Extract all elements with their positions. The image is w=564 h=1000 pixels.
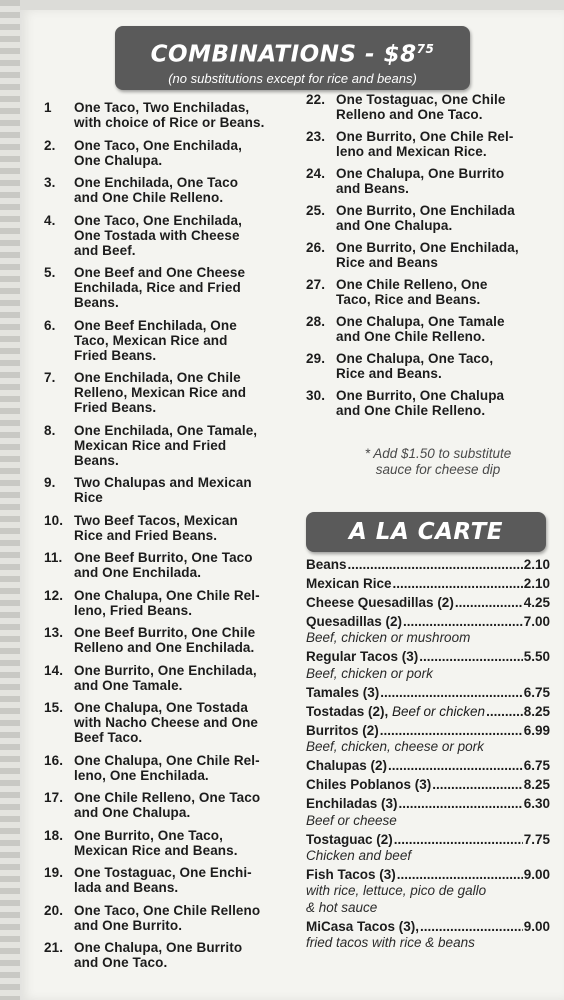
combination-number: 6. xyxy=(44,317,56,333)
item-name: Tamales (3) xyxy=(306,684,380,700)
combination-description: One Chile Relleno, One Taco, Rice and Beans. xyxy=(336,277,488,307)
combination-item xyxy=(44,588,304,618)
combination-description: One Tostaguac, One Chile Relleno and One Taco. xyxy=(336,92,506,122)
combination-description: One Chalupa, One Taco, Rice and Beans. xyxy=(336,351,494,381)
item-price: 7.00 xyxy=(523,614,550,629)
a-la-carte-item xyxy=(306,832,550,865)
combination-item xyxy=(306,277,556,307)
item-description: fried tacos with rice & beans xyxy=(306,935,475,951)
a-la-carte-item xyxy=(306,704,550,720)
combination-number: 20. xyxy=(44,902,64,918)
item-price: 2.10 xyxy=(523,557,550,572)
combination-number: 2. xyxy=(44,137,56,153)
leader-dots xyxy=(403,614,523,630)
combination-item xyxy=(44,550,304,580)
combination-description: One Taco, Two Enchiladas, with choice of Rice or Beans. xyxy=(74,100,265,130)
combination-number: 30. xyxy=(306,388,326,403)
leader-dots xyxy=(399,796,523,812)
item-description: Beef or cheese xyxy=(306,812,397,828)
combinations-price-cents: 75 xyxy=(416,42,435,56)
item-price: 8.25 xyxy=(523,703,550,719)
item-price: 6.30 xyxy=(523,796,550,812)
item-name: Chalupas (2) xyxy=(306,758,388,774)
combination-number: 1 xyxy=(44,100,52,115)
combination-item xyxy=(44,865,304,895)
combination-item xyxy=(44,100,304,130)
combinations-list-right xyxy=(306,92,556,425)
combination-description: One Burrito, One Enchilada, Rice and Beans xyxy=(336,240,519,270)
leader-dots xyxy=(397,867,523,883)
combination-description: One Beef and One Cheese Enchilada, Rice and Fried Beans. xyxy=(74,265,246,310)
leader-dots xyxy=(380,685,522,701)
combination-number: 27. xyxy=(306,277,326,292)
combination-description: One Taco, One Chile Relleno and One Burrito. xyxy=(74,902,261,933)
combination-description: One Burrito, One Chalupa and One Chile Relleno. xyxy=(336,388,505,418)
a-la-carte-item xyxy=(306,576,550,592)
combination-description: One Beef Burrito, One Taco and One Enchilada. xyxy=(74,550,253,580)
item-price: 8.25 xyxy=(523,777,550,793)
leader-dots xyxy=(394,832,523,848)
combination-item xyxy=(44,753,304,783)
item-name: Mexican Rice xyxy=(306,576,392,591)
combination-description: One Tostaguac, One Enchi- lada and Beans. xyxy=(74,865,252,895)
combination-item xyxy=(44,663,304,693)
combination-number: 16. xyxy=(44,752,64,768)
leader-dots xyxy=(420,919,523,935)
combination-item xyxy=(306,129,556,159)
combination-description: One Burrito, One Taco, Mexican Rice and Beans. xyxy=(74,827,238,858)
combination-number: 17. xyxy=(44,790,64,805)
combination-item xyxy=(44,370,304,415)
item-name: Tostaguac (2) xyxy=(306,831,393,847)
combinations-list-left xyxy=(44,100,304,978)
combination-number: 28. xyxy=(306,314,326,329)
item-name: Tostadas (2), xyxy=(306,703,389,719)
combination-description: Two Beef Tacos, Mexican Rice and Fried Beans. xyxy=(74,512,238,543)
combination-item xyxy=(44,940,304,970)
a-la-carte-item xyxy=(306,685,550,701)
combination-description: One Enchilada, One Tamale, Mexican Rice and Fried Beans. xyxy=(74,422,258,468)
combination-number: 26. xyxy=(306,240,326,255)
combination-number: 23. xyxy=(306,129,326,144)
substitution-note: * Add $1.50 to substitute sauce for cheese dip xyxy=(364,446,512,477)
combination-description: One Beef Enchilada, One Taco, Mexican Rice and Fried Beans. xyxy=(74,317,237,363)
item-price: 6.75 xyxy=(523,758,550,774)
combination-item xyxy=(44,423,304,468)
item-price: 9.00 xyxy=(523,867,550,883)
item-price: 6.99 xyxy=(523,722,550,738)
item-description: with rice, lettuce, pico de gallo & hot sauce xyxy=(306,883,487,915)
a-la-carte-item xyxy=(306,919,550,952)
item-description: Beef, chicken or pork xyxy=(306,665,433,681)
combination-item xyxy=(44,265,304,310)
combination-description: One Enchilada, One Taco and One Chile Relleno. xyxy=(74,175,239,205)
combination-number: 10. xyxy=(44,512,64,528)
item-name: Cheese Quesadillas (2) xyxy=(306,595,454,610)
item-description: Beef, chicken, cheese or pork xyxy=(306,739,484,755)
item-price: 6.75 xyxy=(523,684,550,700)
combination-number: 14. xyxy=(44,662,64,678)
combination-item xyxy=(306,314,556,344)
item-description: Chicken and beef xyxy=(306,848,412,864)
combination-description: One Burrito, One Enchilada, and One Tamale. xyxy=(74,662,257,693)
item-price: 7.75 xyxy=(523,831,550,847)
item-name: Beans xyxy=(306,557,347,572)
combination-description: One Chalupa, One Chile Rel- leno, Fried Beans. xyxy=(74,587,260,618)
combination-number: 24. xyxy=(306,166,326,181)
combination-item xyxy=(44,903,304,933)
a-la-carte-item xyxy=(306,867,550,916)
combination-description: One Chalupa, One Burrito and One Taco. xyxy=(74,940,243,970)
combination-number: 7. xyxy=(44,370,56,385)
leader-dots xyxy=(486,704,523,720)
combination-number: 12. xyxy=(44,587,64,603)
combination-description: Two Chalupas and Mexican Rice xyxy=(74,475,252,505)
combination-number: 19. xyxy=(44,865,64,880)
combination-number: 3. xyxy=(44,175,56,190)
combination-number: 18. xyxy=(44,827,64,843)
combination-description: One Chile Relleno, One Taco and One Chalupa. xyxy=(74,790,261,820)
combination-number: 21. xyxy=(44,940,64,955)
combination-number: 11. xyxy=(44,550,63,565)
item-name: Chiles Poblanos (3) xyxy=(306,777,432,793)
combination-number: 4. xyxy=(44,212,56,228)
combination-number: 22. xyxy=(306,92,326,107)
combination-description: One Beef Burrito, One Chile Relleno and One Enchilada. xyxy=(74,625,256,655)
a-la-carte-item xyxy=(306,557,550,573)
combination-item xyxy=(306,240,556,270)
combination-number: 13. xyxy=(44,625,64,640)
item-price: 9.00 xyxy=(523,918,550,934)
combination-description: One Taco, One Enchilada, One Tostada with Cheese and Beef. xyxy=(74,212,242,258)
combination-item xyxy=(44,513,304,543)
combination-item xyxy=(44,700,304,745)
a-la-carte-item xyxy=(306,614,550,647)
combination-description: One Burrito, One Enchilada and One Chalupa. xyxy=(336,203,515,233)
combinations-header xyxy=(115,26,470,90)
combination-item xyxy=(44,790,304,820)
leader-dots xyxy=(393,576,523,592)
combinations-subtitle: (no substitutions except for rice and beans) xyxy=(168,70,417,86)
combination-description: One Enchilada, One Chile Relleno, Mexican Rice and Fried Beans. xyxy=(74,370,247,415)
combination-item xyxy=(306,166,556,196)
leader-dots xyxy=(388,758,523,774)
combination-item xyxy=(44,318,304,363)
a-la-carte-item xyxy=(306,758,550,774)
combination-item xyxy=(306,92,556,122)
combination-number: 15. xyxy=(44,700,64,715)
leader-dots xyxy=(348,557,523,573)
item-name: MiCasa Tacos (3), xyxy=(306,918,420,934)
a-la-carte-item xyxy=(306,777,550,793)
combination-description: One Chalupa, One Tamale and One Chile Relleno. xyxy=(336,314,505,344)
combination-number: 25. xyxy=(306,203,326,218)
item-description: Beef, chicken or mushroom xyxy=(306,630,471,646)
item-price: 5.50 xyxy=(523,649,550,665)
item-name: Enchiladas (3) xyxy=(306,796,398,812)
a-la-carte-list xyxy=(306,557,550,952)
item-price: 4.25 xyxy=(523,595,550,610)
a-la-carte-item xyxy=(306,796,550,829)
combination-item xyxy=(44,175,304,205)
combination-number: 9. xyxy=(44,475,56,490)
combinations-title: COMBINATIONS - $\$8^{75}$ xyxy=(150,41,435,68)
combination-number: 8. xyxy=(44,422,56,438)
item-name: Quesadillas (2) xyxy=(306,614,403,629)
a-la-carte-title: A LA CARTE xyxy=(348,519,504,545)
combination-number: 29. xyxy=(306,351,326,366)
item-price: 2.10 xyxy=(523,576,550,591)
combination-description: One Chalupa, One Chile Rel- leno, One Enchilada. xyxy=(74,752,260,783)
leader-dots xyxy=(419,649,522,665)
combination-item xyxy=(44,213,304,258)
combination-item xyxy=(306,388,556,418)
combination-description: One Chalupa, One Burrito and Beans. xyxy=(336,166,505,196)
combination-description: One Chalupa, One Tostada with Nacho Cheese and One Beef Taco. xyxy=(74,700,259,745)
a-la-carte-item xyxy=(306,723,550,756)
combination-item xyxy=(44,828,304,858)
item-name: Fish Tacos (3) xyxy=(306,867,396,883)
a-la-carte-item xyxy=(306,595,550,611)
leader-dots xyxy=(380,723,523,739)
combination-description: One Taco, One Enchilada, One Chalupa. xyxy=(74,137,242,168)
combination-item xyxy=(44,138,304,168)
a-la-carte-header xyxy=(306,512,546,552)
combination-item xyxy=(306,351,556,381)
item-inline-description: Beef or chicken xyxy=(388,703,486,719)
combination-item xyxy=(44,625,304,655)
a-la-carte-item xyxy=(306,649,550,682)
combination-description: One Burrito, One Chile Rel- leno and Mexican Rice. xyxy=(336,129,514,159)
combination-number: 5. xyxy=(44,265,56,280)
item-name: Regular Tacos (3) xyxy=(306,649,419,665)
item-name: Burritos (2) xyxy=(306,722,379,738)
leader-dots xyxy=(455,595,523,611)
leader-dots xyxy=(432,777,522,793)
combination-item xyxy=(306,203,556,233)
combination-item xyxy=(44,475,304,505)
paper-edge xyxy=(0,0,20,1000)
